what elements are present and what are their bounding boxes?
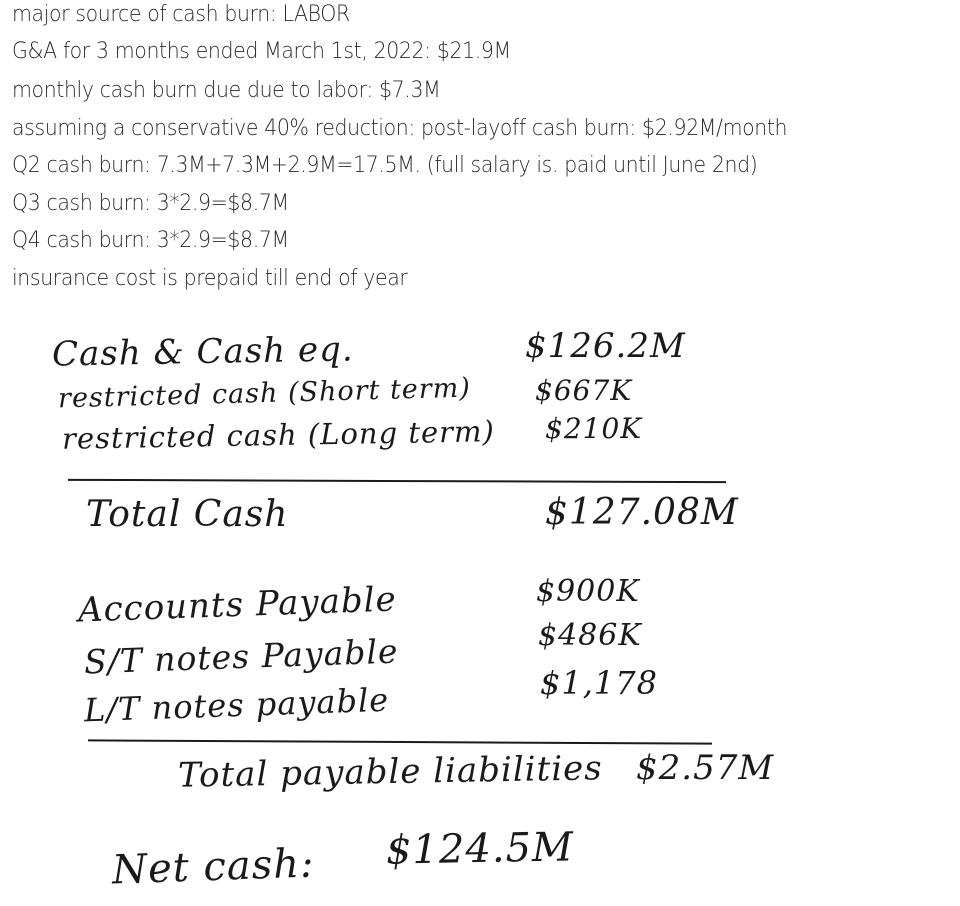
note-line-8: insurance cost is prepaid till end of year bbox=[12, 266, 408, 291]
cash-total-rule bbox=[68, 479, 726, 483]
cash-item-value: $126.2M bbox=[525, 326, 686, 366]
net-cash-value: $124.5M bbox=[385, 824, 575, 874]
liability-item-value: $900K bbox=[536, 574, 640, 609]
liability-item-label: L/T notes payable bbox=[83, 680, 390, 730]
liability-item-value: $486K bbox=[538, 618, 642, 653]
cash-total-label: Total Cash bbox=[86, 494, 289, 535]
cash-item-label: restricted cash (Long term) bbox=[61, 414, 496, 456]
liability-item-value: $1,178 bbox=[540, 664, 658, 702]
cash-item-value: $210K bbox=[545, 412, 643, 445]
note-line-5: Q2 cash burn: 7.3M+7.3M+2.9M=17.5M. (full salary is. paid until June 2nd) bbox=[12, 153, 758, 178]
note-line-6: Q3 cash burn: 3*2.9=$8.7M bbox=[12, 191, 289, 216]
liability-item-label: Accounts Payable bbox=[77, 579, 398, 631]
net-cash-label: Net cash: bbox=[111, 840, 316, 894]
liabilities-total-label: Total payable liabilities bbox=[177, 748, 604, 796]
liabilities-total-rule bbox=[88, 739, 712, 744]
note-line-2: G&A for 3 months ended March 1st, 2022: $21.9M bbox=[12, 39, 511, 64]
cash-item-label: restricted cash (Short term) bbox=[57, 372, 472, 415]
cash-total-value: $127.08M bbox=[545, 492, 739, 533]
note-line-3: monthly cash burn due due to labor: $7.3M bbox=[12, 78, 441, 103]
cash-item-label: Cash & Cash eq. bbox=[51, 329, 354, 375]
note-line-1: major source of cash burn: LABOR bbox=[12, 2, 350, 27]
liability-item-label: S/T notes Payable bbox=[83, 631, 400, 682]
note-line-7: Q4 cash burn: 3*2.9=$8.7M bbox=[12, 228, 289, 253]
note-line-4: assuming a conservative 40% reduction: post-layoff cash burn: $2.92M/month bbox=[12, 116, 788, 141]
liabilities-total-value: $2.57M bbox=[636, 748, 775, 788]
cash-item-value: $667K bbox=[535, 374, 633, 407]
